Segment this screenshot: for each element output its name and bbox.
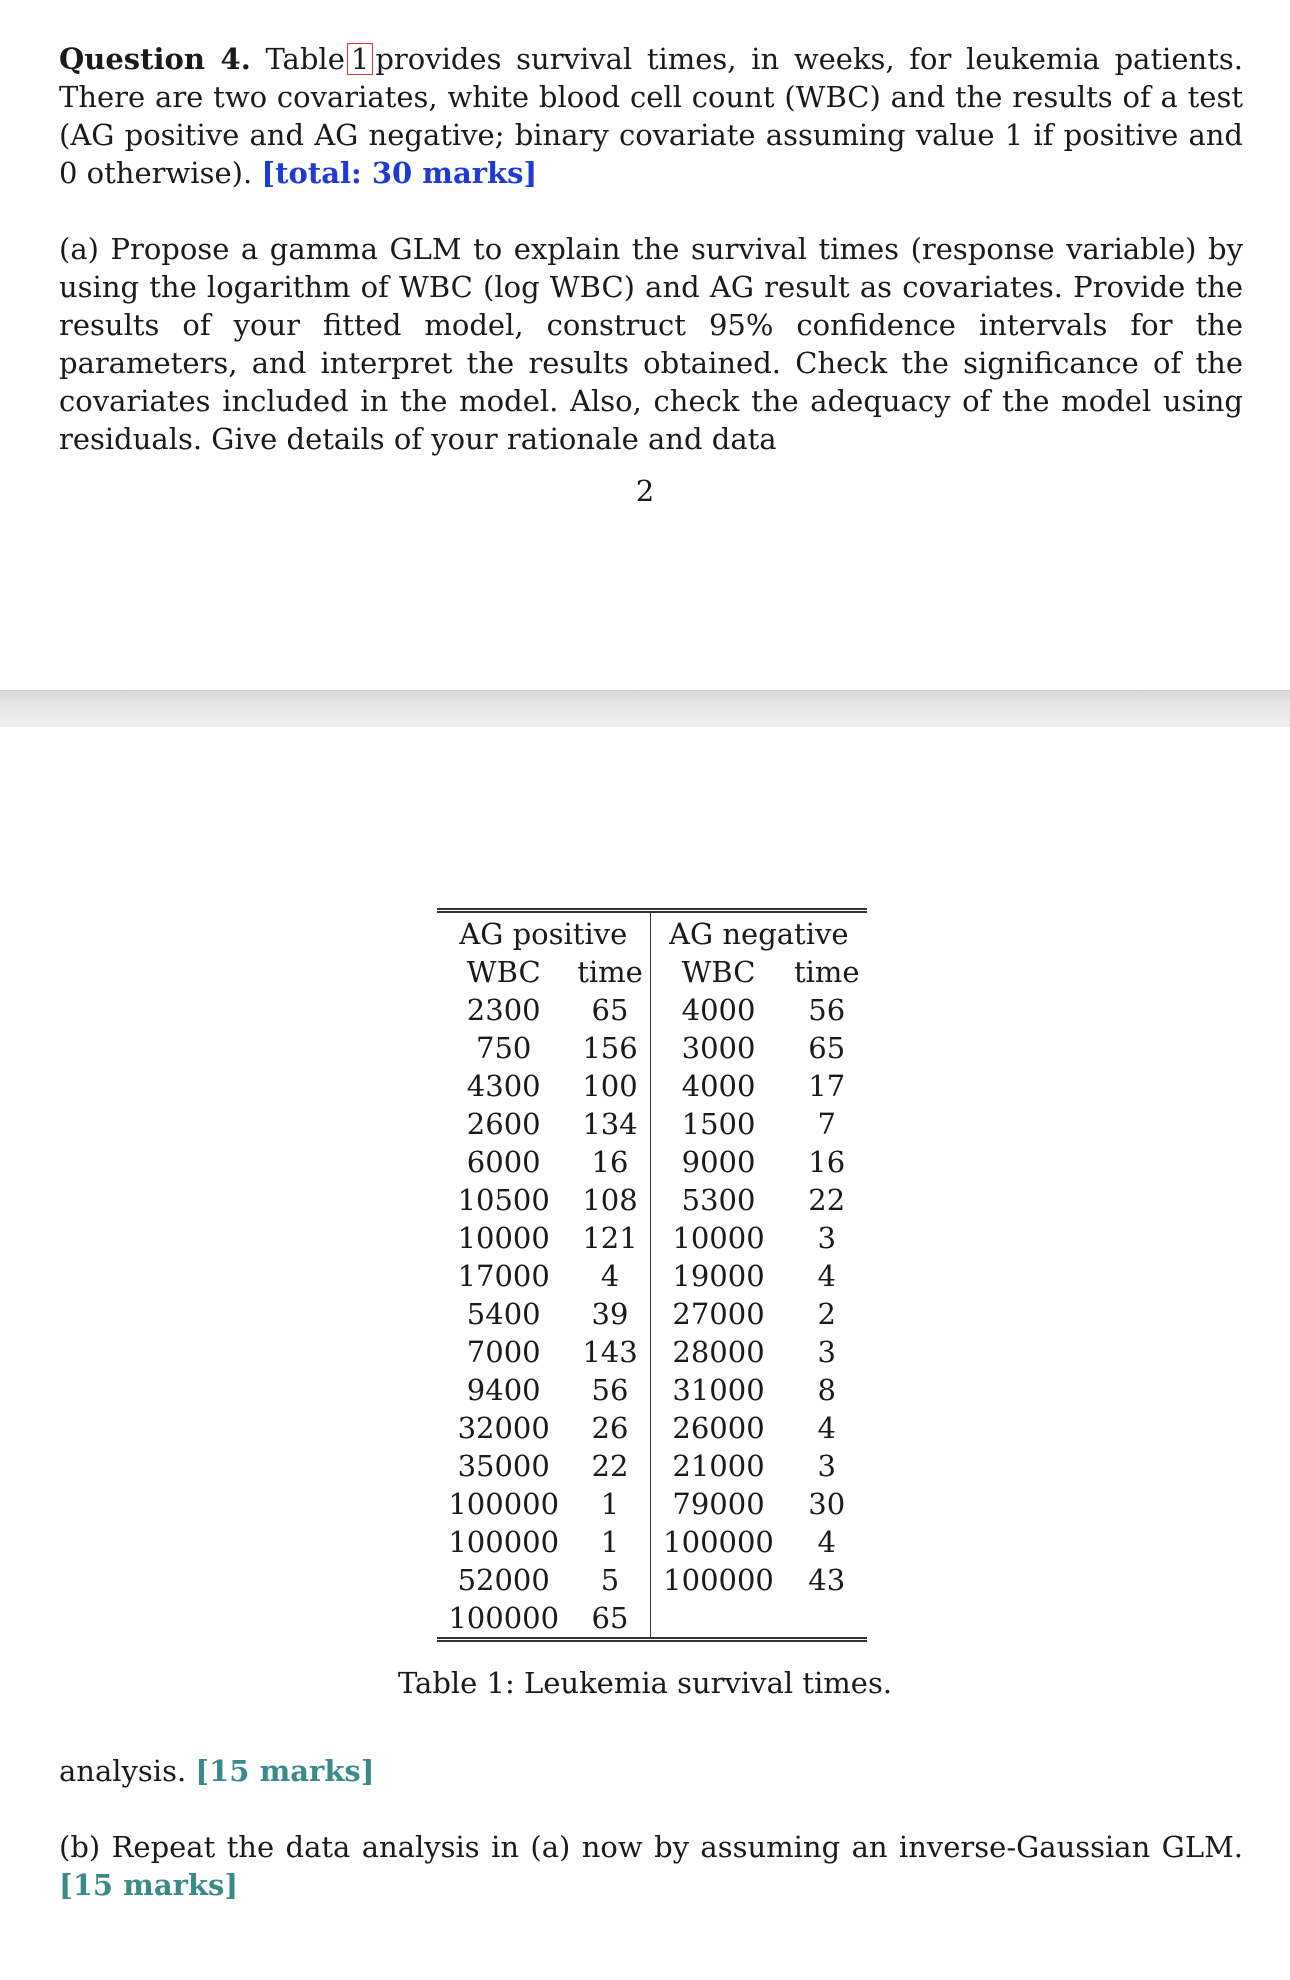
- page-number: 2: [635, 474, 655, 508]
- table-reference-link[interactable]: 1: [347, 43, 373, 75]
- part-a-continuation-text: analysis.: [59, 1754, 187, 1788]
- table-cell: 17: [808, 1069, 846, 1103]
- column-header: time: [793, 955, 860, 989]
- part-a-text: (a) Propose a gamma GLM to explain the survival times (response variable) by using the logarithm of WBC (log WBC) and AG result as covariates. Provide the results of your fitted model, construct 95% confidence intervals for the parameters, and interpret the results obtained. Check the significance of the covariates included in the model. Also, check the adequacy of the model using residuals. Give details of your rationale and data: [59, 232, 1243, 456]
- table-cell: 100000: [663, 1525, 774, 1559]
- table-row: [437, 1485, 867, 1523]
- table-cell: 4300: [466, 1069, 541, 1103]
- question-text-before-ref: Table: [265, 42, 345, 76]
- data-table: [437, 908, 867, 1642]
- table-cell: 4: [817, 1411, 836, 1445]
- table-row: [437, 1029, 867, 1067]
- table-cell: 3: [817, 1335, 836, 1369]
- group-header-ag-positive: AG positive: [437, 911, 650, 954]
- table-row: [437, 1295, 867, 1333]
- table-cell: 28000: [672, 1335, 765, 1369]
- table-cell: 2300: [466, 993, 541, 1027]
- table-row: [437, 1257, 867, 1295]
- table-cell: 4: [817, 1259, 836, 1293]
- table-cell: 31000: [672, 1373, 765, 1407]
- table-cell: 3000: [681, 1031, 756, 1065]
- question-text: provides survival times, in weeks, for leukemia patients. There are two covariates, white blood cell count (WBC) and the results of a test (AG positive and AG negative; binary covariate assuming value 1 if positive and 0 otherwise).: [59, 42, 1243, 190]
- table-cell: 2: [817, 1297, 836, 1331]
- table-cell: 35000: [457, 1449, 550, 1483]
- part-a-continuation: [59, 1752, 1243, 1790]
- table-cell: 65: [570, 1599, 650, 1640]
- table-cell: 22: [808, 1183, 846, 1217]
- table-cell: 22: [570, 1447, 650, 1485]
- table-cell: 52000: [457, 1563, 550, 1597]
- table-row: [437, 1371, 867, 1409]
- table-cell: 3: [817, 1221, 836, 1255]
- table-cell: 39: [570, 1295, 650, 1333]
- table-row: [437, 991, 867, 1029]
- table-row: [437, 1523, 867, 1561]
- table-cell: 100000: [448, 1601, 560, 1635]
- table-cell: 32000: [457, 1411, 550, 1445]
- table-row: [437, 1105, 867, 1143]
- part-b-text: [59, 1828, 1243, 1904]
- table-cell: 9000: [681, 1145, 756, 1179]
- table-row: [437, 1561, 867, 1599]
- table-cell: 100000: [448, 1487, 560, 1521]
- table-cell: 1: [570, 1485, 650, 1523]
- table-cell: 56: [808, 993, 846, 1027]
- leukemia-table: [437, 908, 867, 1642]
- table-cell: 19000: [672, 1259, 765, 1293]
- table-cell: 100000: [663, 1563, 774, 1597]
- table-caption: Table 1: Leukemia survival times.: [397, 1666, 893, 1700]
- column-header: WBC: [681, 955, 756, 989]
- table-cell: 65: [570, 991, 650, 1029]
- table-cell: 7000: [466, 1335, 541, 1369]
- table-row: [437, 1599, 867, 1640]
- table-cell: 3: [817, 1449, 836, 1483]
- table-cell: 7: [817, 1107, 836, 1141]
- table-cell: 143: [570, 1333, 650, 1371]
- table-cell: 5400: [466, 1297, 541, 1331]
- question-4-intro: [59, 40, 1243, 192]
- part-b-marks: [15 marks]: [59, 1868, 239, 1902]
- table-cell: 27000: [672, 1297, 765, 1331]
- part-b-question: (b) Repeat the data analysis in (a) now by assuming an inverse-Gaussian GLM.: [59, 1830, 1243, 1864]
- table-cell: 100: [570, 1067, 650, 1105]
- table-cell: 26: [570, 1409, 650, 1447]
- table-row: [437, 1447, 867, 1485]
- table-cell: 750: [476, 1031, 532, 1065]
- table-cell: 134: [570, 1105, 650, 1143]
- table-cell: 43: [808, 1563, 846, 1597]
- table-cell: 56: [570, 1371, 650, 1409]
- table-cell: 4000: [681, 1069, 756, 1103]
- table-cell: 79000: [672, 1487, 765, 1521]
- question-heading: Question 4.: [59, 42, 251, 76]
- table-cell: 121: [570, 1219, 650, 1257]
- column-header-row: [437, 953, 867, 991]
- part-a-marks: [15 marks]: [195, 1754, 375, 1788]
- table-cell: 16: [808, 1145, 846, 1179]
- table-row: [437, 1181, 867, 1219]
- table-cell: 5300: [681, 1183, 756, 1217]
- page-separator: [0, 690, 1290, 728]
- table-cell: 21000: [672, 1449, 765, 1483]
- table-cell: 2600: [466, 1107, 541, 1141]
- table-cell: 17000: [457, 1259, 550, 1293]
- table-cell: 4: [570, 1257, 650, 1295]
- table-cell: 4: [817, 1525, 836, 1559]
- table-row: [437, 1067, 867, 1105]
- table-cell: 4000: [681, 993, 756, 1027]
- table-row: [437, 1219, 867, 1257]
- table-cell: 65: [808, 1031, 846, 1065]
- table-cell: 26000: [672, 1411, 765, 1445]
- table-cell: 10000: [672, 1221, 765, 1255]
- table-row: [437, 1143, 867, 1181]
- table-row: [437, 1409, 867, 1447]
- table-cell: [650, 1599, 786, 1640]
- column-header: time: [570, 953, 650, 991]
- table-cell: 16: [570, 1143, 650, 1181]
- table-cell: 9400: [466, 1373, 541, 1407]
- group-header-row: [437, 911, 867, 954]
- table-cell: 30: [808, 1487, 846, 1521]
- table-cell: 108: [570, 1181, 650, 1219]
- table-cell: 10000: [457, 1221, 550, 1255]
- table-cell: 6000: [466, 1145, 541, 1179]
- table-cell: 1: [570, 1523, 650, 1561]
- table-cell: 100000: [448, 1525, 560, 1559]
- table-cell: 1500: [681, 1107, 756, 1141]
- table-cell: 10500: [457, 1183, 550, 1217]
- table-cell: 5: [570, 1561, 650, 1599]
- total-marks: [total: 30 marks]: [261, 156, 538, 190]
- table-cell: [787, 1599, 868, 1640]
- page-2-top: [0, 0, 1290, 690]
- table-body: [437, 991, 867, 1640]
- column-header: WBC: [466, 955, 541, 989]
- table-row: [437, 1333, 867, 1371]
- group-header-ag-negative: AG negative: [669, 917, 849, 951]
- table-cell: 8: [817, 1373, 836, 1407]
- table-cell: 156: [570, 1029, 650, 1067]
